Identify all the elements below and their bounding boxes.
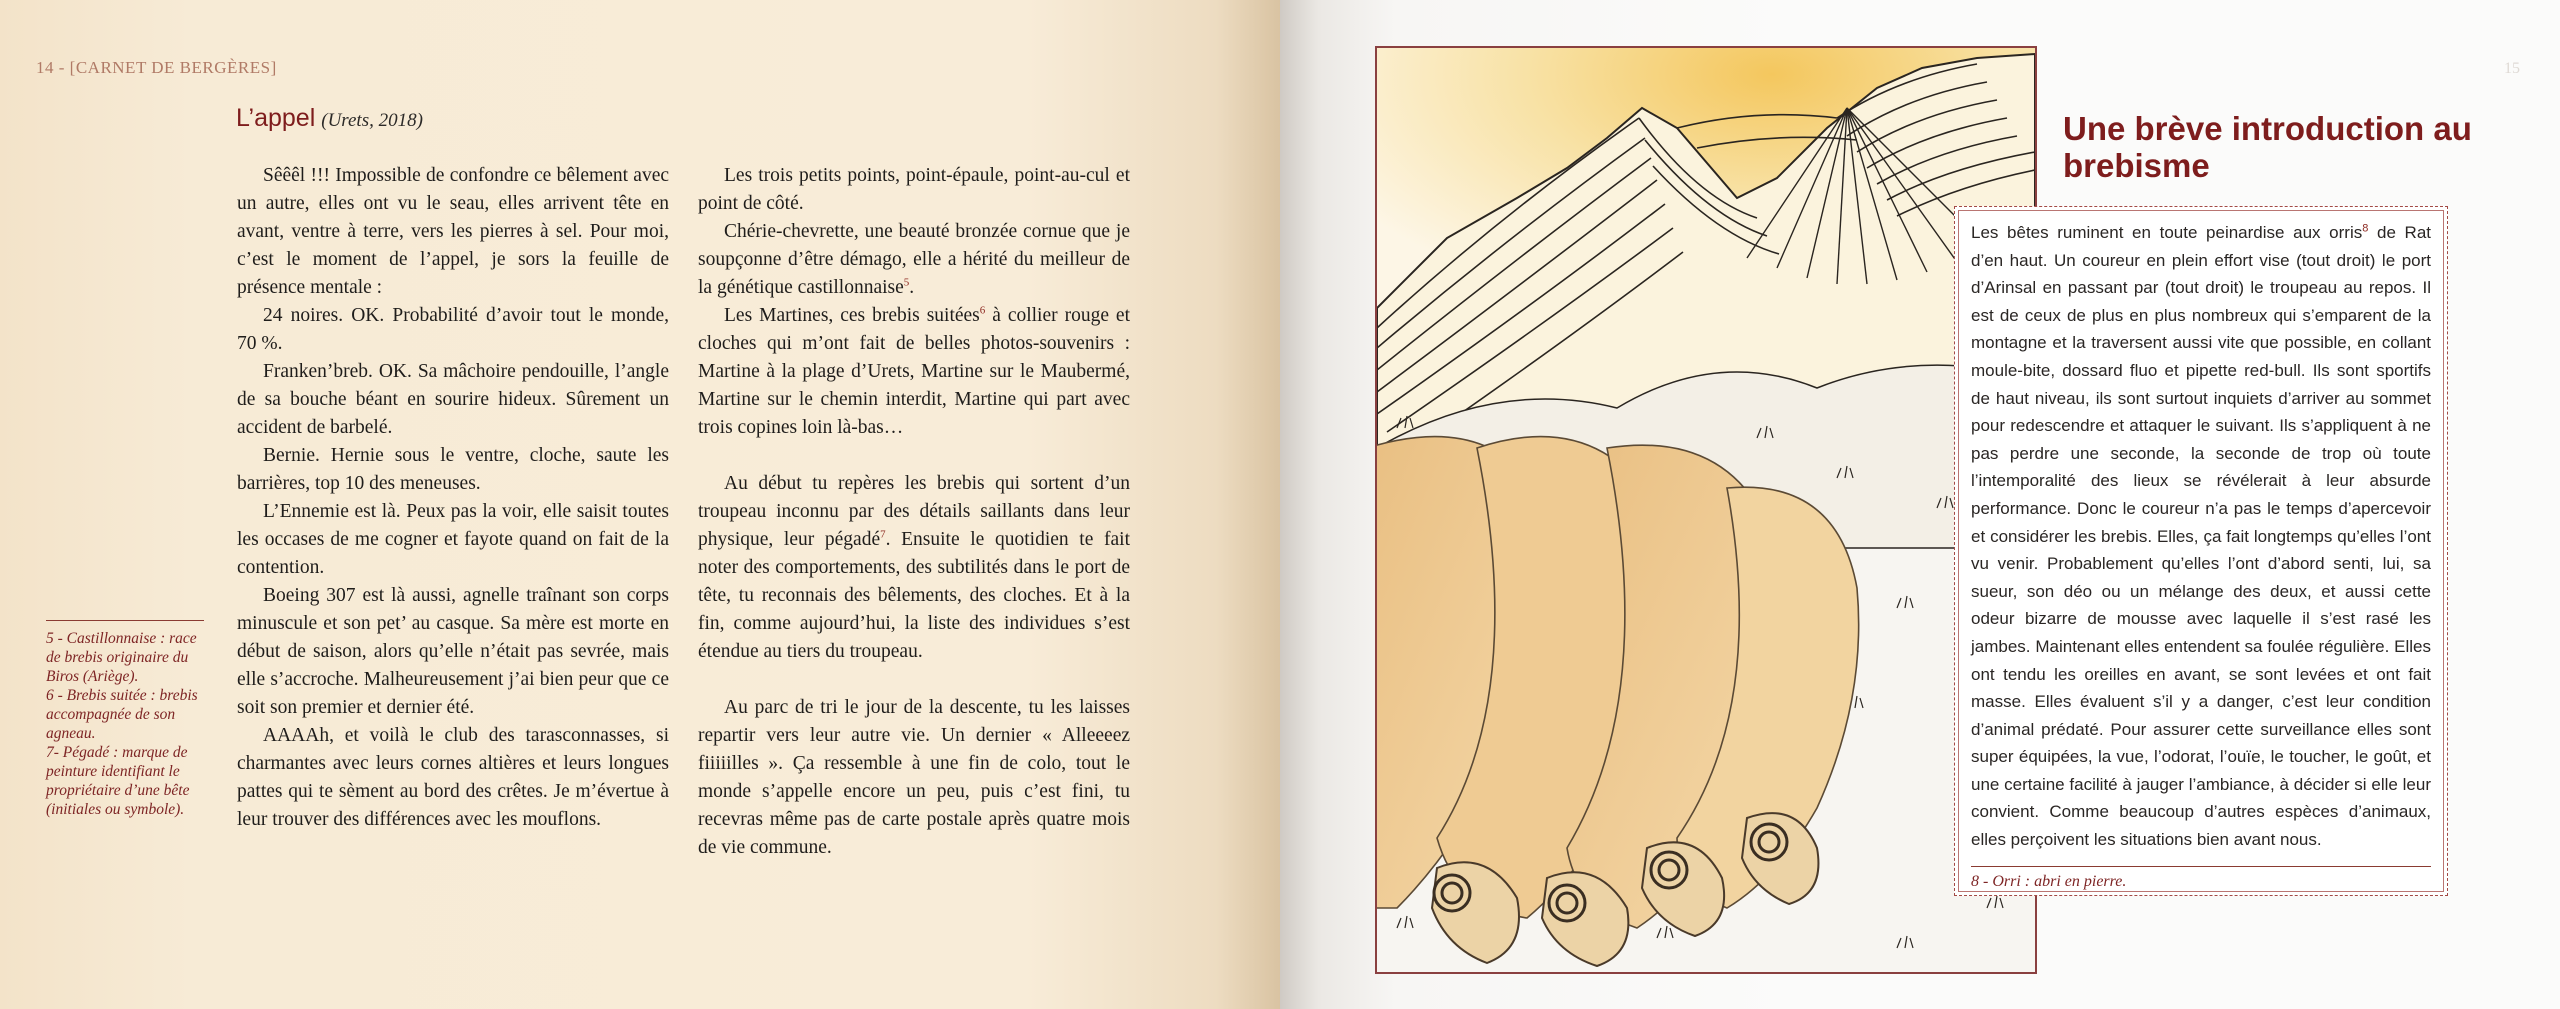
sidenote: 6 - Brebis suitée : brebis accompagnée de son agneau. [46,687,198,742]
footnote-ref[interactable]: 6 [979,304,986,317]
paragraph: L’Ennemie est là. Peux pas la voir, elle saisit toutes les occases de me cogner et fayote quand on fait de la contention. [237,501,669,578]
paragraph-text: Au début tu repères les brebis qui sortent d’un troupeau inconnu par des détails saillants dans leur physique, leur pégadé [698,473,1130,550]
paragraph: Franken’breb. OK. Sa mâchoire pendouille, l’angle de sa bouche béant en sourire hideux. Sûrement un accident de barbelé. [237,361,669,438]
paragraph-text: . [909,277,915,298]
footnote-ref[interactable]: 5 [903,276,910,289]
footnote-divider [1971,866,2431,867]
running-head: 14 - [CARNET DE BERGÈRES] [36,58,277,77]
box-text: de Rat d’en haut. Un coureur en plein effort vise (tout droit) le port d’Arinsal en passant par (tout droit) le troupeau au repos. Il est de ceux de plus en plus nombreux qui s’emparent de la montagne et la traversent aussi vite que possible, en collant moule-bite, dossard fluo et pipette red-bull. Ils sont sportifs de haut niveau, ils sont surtout inquiets d’arriver au sommet pour redescendre et attaquer le suivant. Ils s’appliquent à ne pas perdre une seconde, la seconde de trop où toute l’intemporalité des lieux se révélerait à leur absurde performance. Donc le coureur n’a pas le temps d’apercevoir et considérer les brebis. Elles, ça fait longtemps qu’elles l’ont vu venir. Probablement qu’elles l’ont d’abord senti, lui, sa sueur, son déo ou un mélange des deux, et aussi cette odeur bizarre de mousse avec laquelle il s’est rasé les jambes. Maintenant elles entendent sa foulée régulière. Elles ont tendu les oreilles en avant, se sont levées et ont fait masse. Elles évaluent s’il y a danger, c’est leur condition d’animal prédaté. Pour assurer cette surveillance elles sont super équipées, la vue, l’odorat, l’ouïe, le toucher, le goût, et une certaine facilité à jauger l’ambiance, à décider si elle leur convient. Comme beaucoup d’autres espèces d’animaux, elles perçoivent les situations bien avant nous. [1971,223,2431,850]
illustration-drawing [1377,48,2035,972]
box-text: Les bêtes ruminent en toute peinardise aux orris [1971,223,2363,242]
paragraph [698,218,1130,302]
paragraph: 24 noires. OK. Probabilité d’avoir tout le monde, 70 %. [237,305,669,354]
section-title: Une brève introduction au brebisme [2063,110,2472,184]
box-body [1971,219,2431,854]
text-box [1954,206,2448,896]
paragraph: Sêêêl !!! Impossible de confondre ce bêlement avec un autre, elles ont vu le seau, elles arrivent tête en avant, ventre à terre, vers les pierres à sel. Pour moi, c’est le moment de l’appel, je sors la feuille de présence mentale : [237,165,669,298]
paragraph: Au parc de tri le jour de la descente, tu les laisses repartir vers leur autre vie. Un dernier « Alleeeez fiiiiilles ». Ça ressemble à une fin de colo, tout le monde s’appelle encore un peu, puis c’est fini, tu recevras même pas de carte postale après quatre mois de vie commune. [698,697,1130,858]
paragraph-text: à collier rouge et cloches qui m’ont fait de belles photos-souvenirs : Martine à la plage d’Urets, Martine sur le Maubermé, Martine sur le chemin interdit, Martine qui part avec trois copines loin là-bas… [698,305,1130,438]
paragraph [698,302,1130,442]
paragraph: Bernie. Hernie sous le ventre, cloche, saute les barrières, top 10 des meneuses. [237,445,669,494]
paragraph [698,470,1130,666]
paragraph-text: Les Martines, ces brebis suitées [724,305,980,326]
paragraph: Boeing 307 est là aussi, agnelle traînant son corps minuscule et son pet’ au casque. Sa mère est morte en début de saison, alors qu’elle n’était pas sevrée, mais elle s’accroche. Malheureusement j’ai bien peur que ce soit son premier et dernier été. [237,585,669,718]
sidenote: 7- Pégadé : marque de peinture identifiant le propriétaire d’une bête (initiales ou symbole). [46,744,190,818]
story-subtitle: (Urets, 2018) [321,110,423,131]
mountain-sheep-illustration [1375,46,2037,974]
story-title-text: L’appel [236,104,316,132]
paragraph: Les trois petits points, point-épaule, point-au-cul et point de côté. [698,165,1130,214]
text-column-1 [237,162,669,834]
story-title [236,104,423,133]
footnote-ref[interactable]: 7 [880,528,886,541]
sidenotes [46,620,204,819]
box-footnote: 8 - Orri : abri en pierre. [1971,872,2127,890]
page-number: 15 [2504,60,2520,77]
paragraph: AAAAh, et voilà le club des tarasconnasses, si charmantes avec leurs cornes altières et leurs longues pattes qui te sèment au bord des crêtes. Je m’évertue à leur trouver des différences avec les mouflons. [237,725,669,830]
text-column-2 [698,162,1130,862]
paragraph-text: . Ensuite le quotidien te fait noter des comportements, des subtilités dans le port de tête, tu reconnais des bêlements, des cloches. Et à la fin, comme aujourd’hui, la liste des individues s’est étendue au tiers du troupeau. [698,529,1130,662]
paragraph-text: Chérie-chevrette, une beauté bronzée cornue que je soupçonne d’être démago, elle a hérité du meilleur de la génétique castillonnaise [698,221,1130,298]
sidenote: 5 - Castillonnaise : race de brebis originaire du Biros (Ariège). [46,630,197,685]
footnote-ref[interactable]: 8 [2362,222,2369,235]
